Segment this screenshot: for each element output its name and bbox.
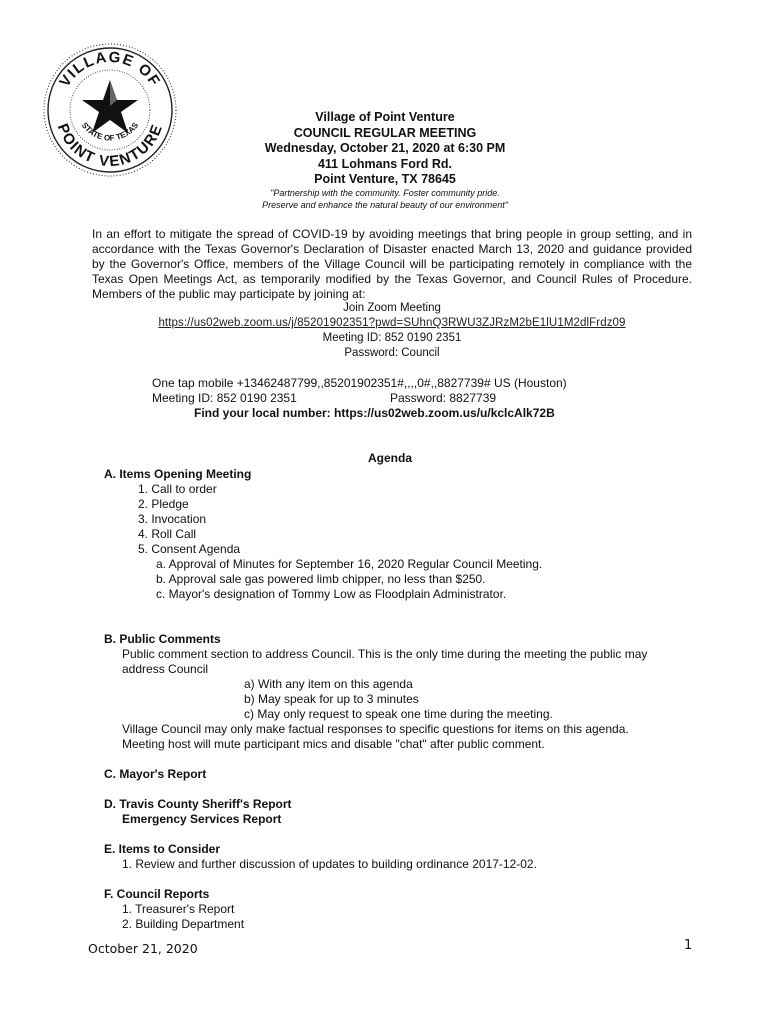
meeting-password-2: Password: 8827739 xyxy=(390,391,497,405)
meeting-password: Password: Council xyxy=(344,347,440,359)
public-comment-text: Public comment section to address Council. This is the only time during the meeting the public may xyxy=(122,647,648,661)
find-local-number: Find your local number: https://us02web.zoom.us/u/kclcAlk72B xyxy=(194,406,555,420)
section-f-heading: F. Council Reports xyxy=(104,887,210,901)
address-line-2: Point Venture, TX 78645 xyxy=(314,172,456,186)
comment-rule: c) May only request to speak one time during the meeting. xyxy=(244,707,553,721)
svg-text:POINT VENTURE: POINT VENTURE xyxy=(53,121,167,171)
list-item: 3. Invocation xyxy=(138,512,207,526)
join-zoom-label: Join Zoom Meeting xyxy=(343,302,441,314)
list-item: 4. Roll Call xyxy=(138,527,197,541)
consent-item: c. Mayor's designation of Tommy Low as Floodplain Administrator. xyxy=(156,587,507,601)
meeting-datetime: Wednesday, October 21, 2020 at 6:30 PM xyxy=(264,141,506,155)
council-note: Village Council may only make factual responses to specific questions for items on this agenda. xyxy=(122,722,629,736)
list-item: 1. Review and further discussion of updates to building ordinance 2017-12-02. xyxy=(122,857,537,871)
one-tap-mobile: One tap mobile +13462487799,,85201902351#,,,,0#,,8827739# US (Houston) xyxy=(152,376,567,390)
comment-rule: b) May speak for up to 3 minutes xyxy=(244,692,419,706)
list-item: 1. Treasurer's Report xyxy=(122,902,235,916)
document-header xyxy=(160,110,610,188)
svg-text:VILLAGE OF: VILLAGE OF xyxy=(56,48,164,91)
section-a-heading: A. Items Opening Meeting xyxy=(104,467,252,481)
section-b-heading: B. Public Comments xyxy=(104,632,221,646)
village-seal-logo xyxy=(40,40,180,180)
list-item: 2. Building Department xyxy=(122,917,245,931)
section-e-heading: E. Items to Consider xyxy=(104,842,221,856)
address-line-1: 411 Lohmans Ford Rd. xyxy=(317,156,453,171)
section-c-heading: C. Mayor's Report xyxy=(104,767,207,781)
page-number: 1 xyxy=(684,938,693,953)
comment-rule: a) With any item on this agenda xyxy=(244,677,413,691)
intro-paragraph: In an effort to mitigate the spread of COVID-19 by avoiding meetings that bring people in group setting, and in accordance with the Texas Governor's Declaration of Disaster enacted March 13, 2020 and guidance provided by the Governor's Office, members of the Village Council will be participating remotely in compliance with the Texas Open Meetings Act, as temporarily modified by the Texas Governor, and Council Rules of Procedure. Members of the public may participate by joining at: xyxy=(92,227,692,301)
meeting-id: Meeting ID: 852 0190 2351 xyxy=(322,332,462,344)
footer-date: October 21, 2020 xyxy=(88,941,198,956)
host-note: Meeting host will mute participant mics and disable "chat" after public comment. xyxy=(122,737,545,751)
tagline: "Partnership with the community. Foster community pride. Preserve and enhance the natural beauty of our environment" xyxy=(262,188,508,210)
list-item: 1. Call to order xyxy=(138,482,217,496)
org-name: Village of Point Venture xyxy=(315,110,455,124)
svg-text:STATE OF TEXAS: STATE OF TEXAS xyxy=(79,120,141,143)
consent-item: b. Approval sale gas powered limb chipper, no less than $250. xyxy=(156,572,486,586)
agenda-title: Agenda xyxy=(368,451,413,465)
list-item: 5. Consent Agenda xyxy=(138,542,241,556)
public-comment-text: address Council xyxy=(122,662,209,676)
meeting-id-2: Meeting ID: 852 0190 2351 xyxy=(152,391,297,405)
emergency-services-report: Emergency Services Report xyxy=(122,812,282,826)
consent-item: a. Approval of Minutes for September 16, 2020 Regular Council Meeting. xyxy=(156,557,543,571)
meeting-title: COUNCIL REGULAR MEETING xyxy=(293,125,477,140)
section-d-heading: D. Travis County Sheriff's Report xyxy=(104,797,292,811)
zoom-meeting-link[interactable]: https://us02web.zoom.us/j/85201902351?pwd=SUhnQ3RWU3ZJRzM2bE1lU1M2dlFrdz09 xyxy=(158,317,626,329)
list-item: 2. Pledge xyxy=(138,497,189,511)
